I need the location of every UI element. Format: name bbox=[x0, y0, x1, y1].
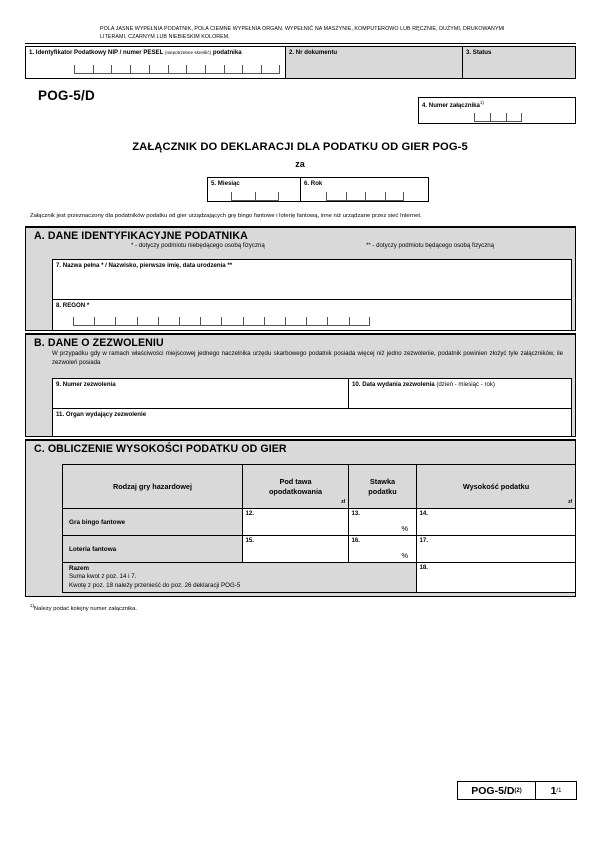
total-row-line-2: Kwotę z poz. 18 należy przenieść do poz. 26 deklaracji POG-5 bbox=[69, 581, 241, 589]
field-15-lottery-base[interactable] bbox=[243, 536, 349, 563]
field-16-lottery-rate[interactable] bbox=[349, 536, 417, 563]
form-instructions: POLA JASNE WYPEŁNIA PODATNIK, POLA CIEMNE WYPEŁNIA ORGAN. WYPEŁNIĆ NA MASZYNIE, KOMPUTEROWO LUB RĘCZNIE, DUŻYMI, DRUKOWANYMI LITERAMI, CZARNYM LUB NIEBIESKIM KOLOREM. bbox=[100, 26, 505, 40]
page-footnote bbox=[30, 603, 137, 612]
field-3-label: 3. Status bbox=[466, 49, 492, 56]
column-header-tax-base: Pod tawa opodatkowania zł bbox=[243, 465, 349, 509]
percent-sign-bingo: % bbox=[401, 524, 408, 533]
field-6-label: 6. Rok bbox=[304, 180, 323, 187]
footer-form-code: POG-5/D (2) bbox=[458, 782, 536, 799]
field-14-bingo-amount[interactable] bbox=[417, 509, 576, 536]
field-7-full-name[interactable] bbox=[52, 259, 572, 300]
legend-double-asterisk: ** - dotyczy podmiotu będącego osobą fizyczną bbox=[366, 242, 495, 249]
section-b bbox=[25, 333, 576, 437]
total-row-title: Razem bbox=[69, 565, 89, 572]
footnote-text: Należy podać kolejny numer załącznika. bbox=[33, 605, 138, 612]
page-footer bbox=[457, 781, 577, 800]
field-8-regon[interactable] bbox=[52, 299, 572, 331]
form-code-title: POG-5/D bbox=[38, 88, 95, 103]
field-17-number: 17. bbox=[419, 537, 428, 544]
footnote-marker: 1) bbox=[30, 603, 34, 608]
field-13-number: 13. bbox=[351, 510, 360, 517]
row-label-bingo: Gra bingo fantowe bbox=[63, 509, 243, 536]
field-10-label: 10. Data wydania zezwolenia (dzień - miesiąc - rok) bbox=[352, 380, 495, 388]
period-row bbox=[207, 177, 429, 202]
page-title: ZAŁĄCZNIK DO DEKLARACJI DLA PODATKU OD GIER POG-5 bbox=[132, 141, 468, 153]
field-2-label: 2. Nr dokumentu bbox=[289, 49, 338, 56]
field-11-issuing-authority[interactable] bbox=[52, 408, 572, 437]
total-row-line-1: Suma kwot z poz. 14 i 7. bbox=[69, 573, 137, 581]
field-1-tax-identifier[interactable] bbox=[26, 47, 286, 78]
table-row bbox=[63, 509, 576, 536]
field-15-number: 15. bbox=[245, 537, 254, 544]
table-header-row bbox=[63, 465, 576, 509]
section-b-title: B. DANE O ZEZWOLENIU bbox=[34, 337, 164, 349]
field-4-label: 4. Numer załącznika$^{1)}$ bbox=[422, 100, 484, 110]
field-10-permit-issue-date[interactable] bbox=[348, 378, 572, 409]
section-b-note: W przypadku gdy w ramach właściwości miejscowej jednego naczelnika urzędu skarbowego podatnik posiada więcej niż jedno zezwolenie, podatnik powinien złożyć tyle załączników, ile zezwoleń posiada bbox=[52, 350, 563, 366]
field-8-input-comb[interactable] bbox=[73, 317, 370, 326]
column-header-tax-amount: Wysokość podatku zł bbox=[417, 465, 576, 509]
table-row bbox=[63, 536, 576, 563]
field-18-total-amount[interactable] bbox=[417, 563, 576, 593]
field-5-month[interactable] bbox=[208, 178, 301, 201]
field-3-status bbox=[463, 47, 575, 78]
column-header-tax-rate: Stawka podatku bbox=[349, 465, 417, 509]
tax-calculation-table bbox=[62, 464, 576, 593]
field-4-attachment-number[interactable] bbox=[418, 97, 576, 124]
field-11-label: 11. Organ wydający zezwolenie bbox=[56, 410, 147, 418]
field-9-permit-number[interactable] bbox=[52, 378, 349, 409]
section-a-title: A. DANE IDENTYFIKACYJNE PODATNIKA bbox=[34, 230, 248, 242]
field-5-label: 5. Miesiąc bbox=[211, 180, 240, 187]
row-label-lottery: Loteria fantowa bbox=[63, 536, 243, 563]
field-17-lottery-amount[interactable] bbox=[417, 536, 576, 563]
field-6-input-comb[interactable] bbox=[326, 192, 404, 201]
identification-row bbox=[25, 46, 576, 79]
field-4-input-comb[interactable] bbox=[474, 113, 522, 122]
field-9-label: 9. Numer zezwolenia bbox=[56, 380, 116, 388]
percent-sign-lottery: % bbox=[401, 551, 408, 560]
field-1-input-comb[interactable] bbox=[74, 65, 280, 74]
legend-single-asterisk: * - dotyczy podmiotu niebędącego osobą fizyczną bbox=[131, 242, 265, 249]
field-2-document-number bbox=[286, 47, 463, 78]
field-6-year[interactable] bbox=[301, 178, 428, 201]
field-12-bingo-base[interactable] bbox=[243, 509, 349, 536]
section-a-legend bbox=[26, 242, 575, 252]
field-8-label: 8. REGON * bbox=[56, 301, 90, 309]
field-7-label: 7. Nazwa pełna * / Nazwisko, pierwsze imię, data urodzenia ** bbox=[56, 261, 233, 269]
field-12-number: 12. bbox=[245, 510, 254, 517]
column-header-game-type: Rodzaj gry hazardowej bbox=[63, 465, 243, 509]
intro-note: Załącznik jest przeznaczony dla podatników podatku od gier urządzających grę bingo fantowe i loterię fantową, inne niż urządzane przez sieć Internet. bbox=[30, 213, 422, 219]
period-preposition: za bbox=[295, 159, 305, 169]
footer-page-number: 1 /1 bbox=[550, 784, 562, 797]
field-14-number: 14. bbox=[419, 510, 428, 517]
unit-zl-amount: zł bbox=[568, 499, 572, 505]
field-1-label: 1. Identyfikator Podatkowy NIP / numer PESEL (niepotrzebne skreślić) podatnika bbox=[29, 49, 242, 56]
field-5-input-comb[interactable] bbox=[231, 192, 279, 201]
field-18-number: 18. bbox=[419, 564, 428, 571]
field-16-number: 16. bbox=[351, 537, 360, 544]
section-a bbox=[25, 226, 576, 331]
field-13-bingo-rate[interactable] bbox=[349, 509, 417, 536]
total-row-description bbox=[63, 563, 417, 593]
section-c-title: C. OBLICZENIE WYSOKOŚCI PODATKU OD GIER bbox=[34, 443, 287, 455]
table-total-row bbox=[63, 563, 576, 593]
unit-zl-base: zł bbox=[341, 499, 345, 505]
